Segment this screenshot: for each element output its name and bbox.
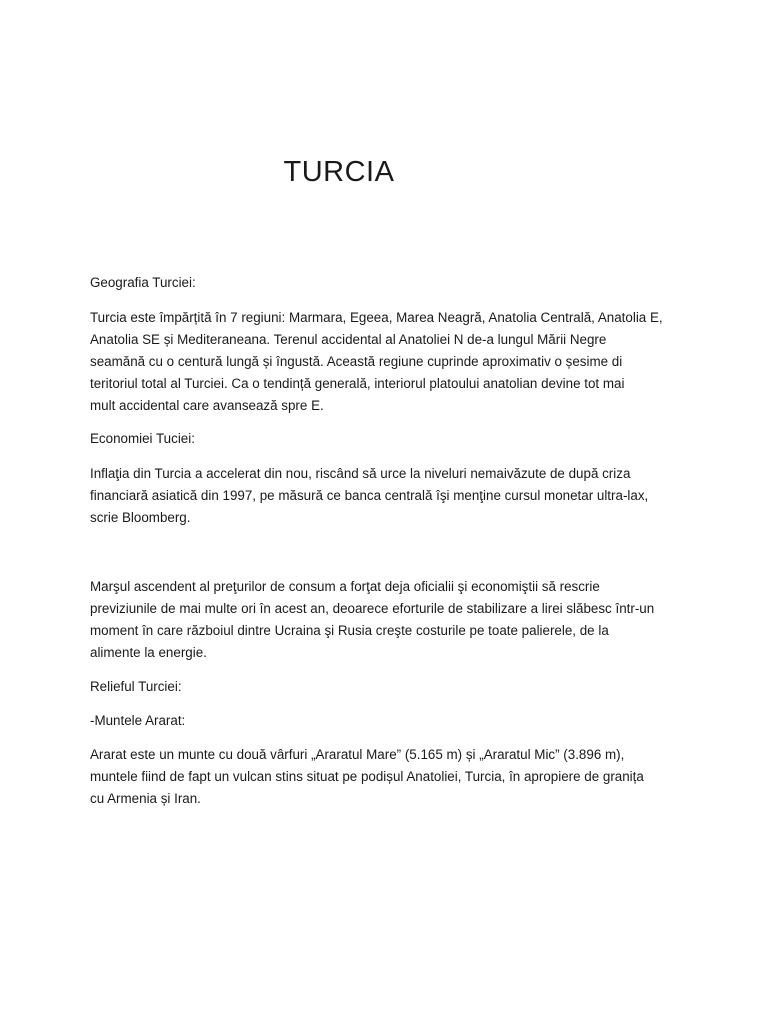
paragraph-geografia (90, 307, 690, 417)
heading-ararat: -Muntele Ararat: (90, 713, 186, 728)
heading-relief: Relieful Turciei: (90, 679, 182, 694)
paragraph-line: scrie Bloomberg. (90, 510, 191, 525)
heading-economie: Economiei Tuciei: (90, 431, 195, 446)
paragraph-line: Marşul ascendent al preţurilor de consum a forţat deja oficialii şi economiştii să rescrie (90, 579, 600, 594)
paragraph-line: previziunile de mai multe ori în acest an, deoarece eforturile de stabilizare a lirei slăbesc într-un (90, 601, 655, 616)
paragraph-line: alimente la energie. (90, 645, 207, 660)
paragraph-line: moment în care războiul dintre Ucraina şi Rusia creşte costurile pe toate palierele, de la (90, 623, 609, 638)
document-title: TURCIA (283, 156, 395, 188)
paragraph-line: Anatolia SE și Mediteraneana. Terenul accidental al Anatoliei N de-a lungul Mării Negre (90, 332, 607, 347)
paragraph-line: Turcia este împărțită în 7 regiuni: Marmara, Egeea, Marea Neagră, Anatolia Centrală, Anatolia E, (90, 310, 663, 325)
paragraph-line: muntele fiind de fapt un vulcan stins situat pe podișul Anatoliei, Turcia, în apropiere de granița (90, 769, 644, 784)
paragraph-ararat (90, 744, 690, 810)
paragraph-line: Ararat este un munte cu două vârfuri „Araratul Mare” (5.165 m) și „Araratul Mic” (3.896 m), (90, 747, 625, 762)
paragraph-line: financiară asiatică din 1997, pe măsură ce banca centrală îşi menţine cursul monetar ultra-lax, (90, 488, 649, 503)
heading-geografia: Geografia Turciei: (90, 275, 196, 290)
paragraph-line: mult accidental care avansează spre E. (90, 398, 324, 413)
paragraph-line: teritoriul total al Turciei. Ca o tendință generală, interiorul platoului anatolian devine tot mai (90, 376, 625, 391)
paragraph-line: Inflaţia din Turcia a accelerat din nou, riscând să urce la niveluri nemaivăzute de după criza (90, 466, 631, 481)
paragraph-line: cu Armenia și Iran. (90, 791, 201, 806)
paragraph-line: seamănă cu o centură lungă și îngustă. Această regiune cuprinde aproximativ o șesime di (90, 354, 623, 369)
paragraph-preturi (90, 576, 690, 664)
paragraph-inflatie (90, 463, 690, 529)
